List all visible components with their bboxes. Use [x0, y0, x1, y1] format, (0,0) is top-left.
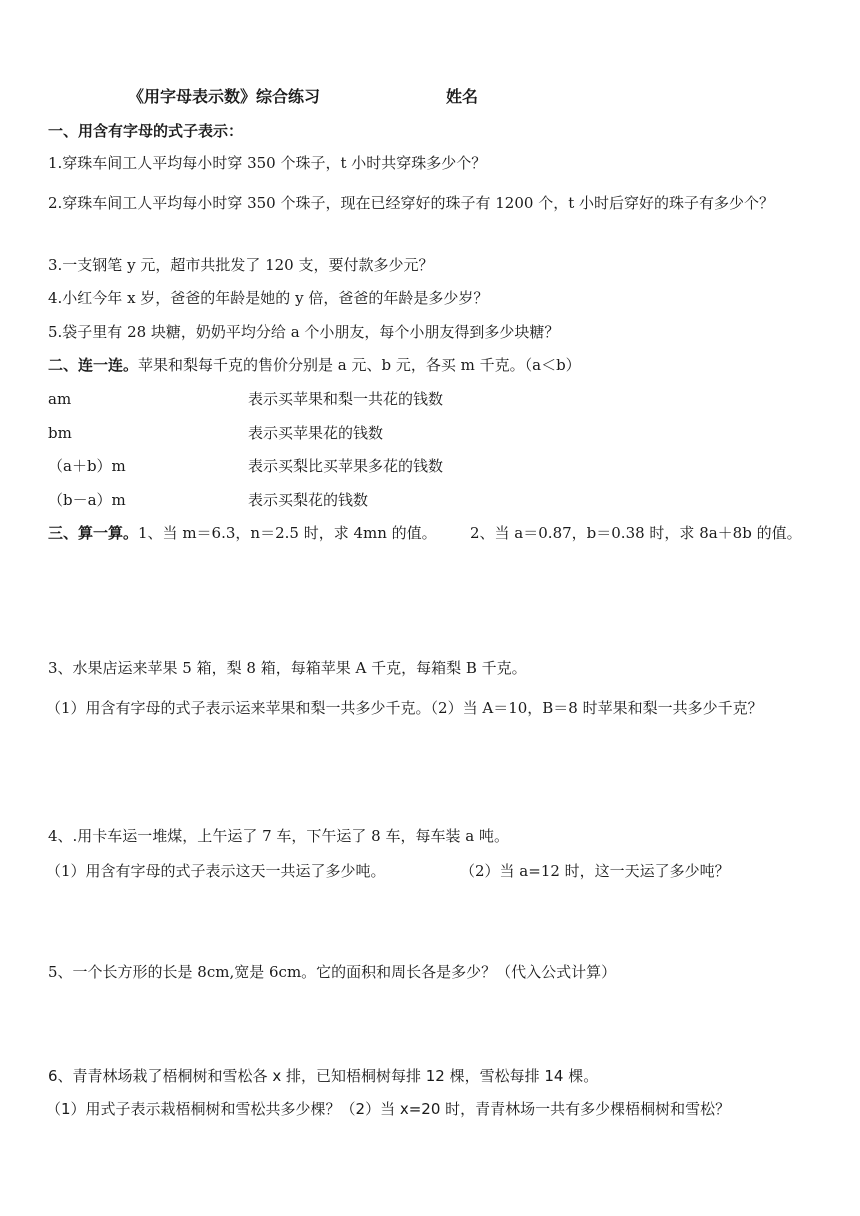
match-left-item[interactable]: am: [48, 390, 72, 408]
section2-intro: 苹果和梨每千克的售价分别是 a 元、b 元，各买 m 千克。（a＜b）: [138, 356, 581, 374]
section1-q2: 2.穿珠车间工人平均每小时穿 350 个珠子，现在已经穿好的珠子有 1200 个，t 小时后穿好的珠子有多少个？: [48, 194, 774, 212]
section3-heading: 三、算一算。: [48, 524, 139, 542]
section3-q4-sub2: （2）当 a=12 时，这一天运了多少吨？: [460, 862, 730, 880]
section3-q3-sub: （1）用含有字母的式子表示运来苹果和梨一共多少千克。（2）当 A＝10，B＝8 时苹果和梨一共多少千克？: [46, 699, 763, 717]
section1-q1: 1.穿珠车间工人平均每小时穿 350 个珠子，t 小时共穿珠多少个？: [48, 154, 487, 172]
section3-q4: 4、.用卡车运一堆煤，上午运了 7 车，下午运了 8 车，每车装 a 吨。: [48, 827, 509, 845]
section1-q4: 4.小红今年 x 岁，爸爸的年龄是她的 y 倍，爸爸的年龄是多少岁？: [48, 289, 489, 307]
section3-q6: 6、青青林场栽了梧桐树和雪松各 x 排，已知梧桐树每排 12 棵，雪松每排 14 棵。: [48, 1067, 599, 1085]
page-title: 《用字母表示数》综合练习: [128, 87, 321, 106]
match-right-item[interactable]: 表示买梨比买苹果多花的钱数: [248, 457, 444, 475]
section2-heading: 二、连一连。: [48, 356, 139, 374]
section1-q5: 5.袋子里有 28 块糖，奶奶平均分给 a 个小朋友，每个小朋友得到多少块糖？: [48, 323, 560, 341]
match-right-item[interactable]: 表示买苹果花的钱数: [248, 424, 384, 442]
match-left-item[interactable]: （a＋b）m: [48, 457, 126, 475]
match-left-item[interactable]: bm: [48, 424, 72, 442]
match-right-item[interactable]: 表示买梨花的钱数: [248, 491, 369, 509]
section3-q4-sub1: （1）用含有字母的式子表示这天一共运了多少吨。: [46, 862, 386, 880]
match-left-item[interactable]: （b－a）m: [48, 491, 126, 509]
section2-line: [48, 355, 581, 375]
section3-q6-sub: （1）用式子表示栽梧桐树和雪松共多少棵？（2）当 x=20 时，青青林场一共有多少棵梧桐树和雪松？: [46, 1100, 731, 1118]
name-label: 姓名: [446, 87, 479, 106]
section1-heading: 一、用含有字母的式子表示：: [48, 122, 244, 140]
match-row: [48, 490, 126, 510]
match-right-item[interactable]: 表示买苹果和梨一共花的钱数: [248, 390, 444, 408]
match-row: [48, 423, 72, 443]
section3-q5: 5、一个长方形的长是 8cm,宽是 6cm。它的面积和周长各是多少？（代入公式计算）: [48, 963, 617, 981]
section3-line: [48, 523, 437, 543]
match-row: [48, 456, 126, 476]
match-row: [48, 389, 71, 409]
section3-q1: 1、当 m＝6.3，n＝2.5 时，求 4mn 的值。: [138, 524, 437, 542]
section3-q2: 2、当 a＝0.87，b＝0.38 时，求 8a＋8b 的值。: [470, 524, 802, 542]
section3-q3: 3、水果店运来苹果 5 箱，梨 8 箱，每箱苹果 A 千克，每箱梨 B 千克。: [48, 659, 527, 677]
section1-q3: 3.一支钢笔 y 元，超市共批发了 120 支，要付款多少元？: [48, 256, 434, 274]
